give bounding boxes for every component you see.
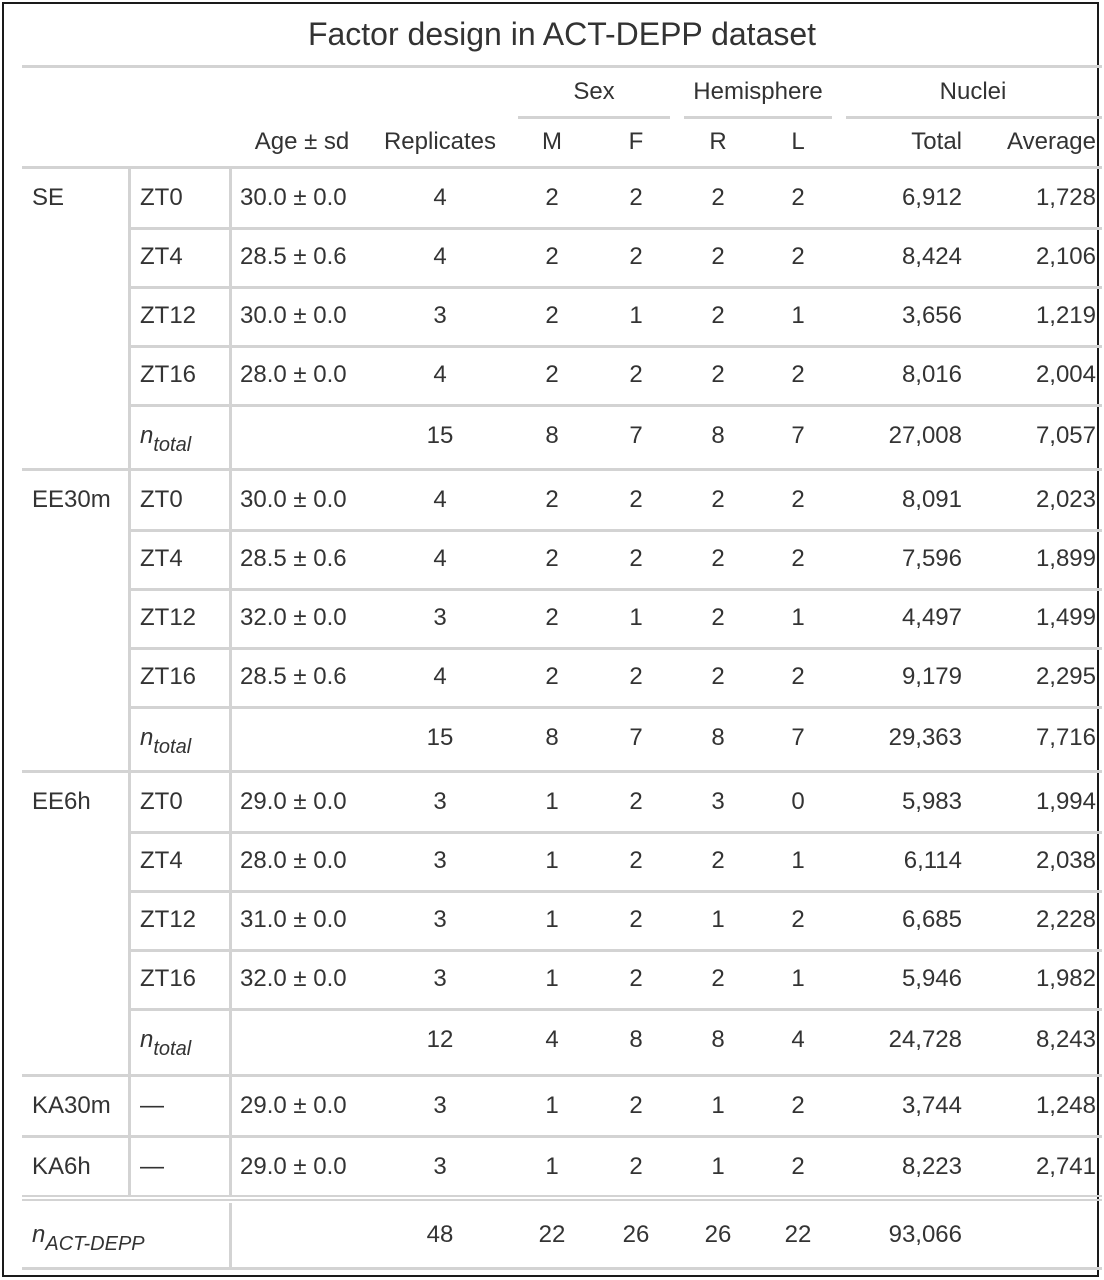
l-cell: 0: [791, 788, 805, 815]
bottom-rule: [22, 1267, 1102, 1270]
f-cell: 2: [629, 663, 643, 690]
age-cell: 32.0 ± 0.0: [240, 965, 347, 992]
l-cell: 2: [791, 361, 805, 388]
spanner-nuclei-rule: [846, 116, 1102, 119]
l-cell: 2: [791, 545, 805, 572]
nuclei-total-cell: 6,912: [901, 184, 962, 211]
m-cell: 1: [545, 1153, 559, 1180]
grand-total-label: $n_{ACT-DEPP}$: [32, 1221, 145, 1255]
f-cell: 2: [629, 906, 643, 933]
replicates-cell: 3: [433, 604, 447, 631]
group-label: SE: [32, 184, 65, 211]
f-cell: 2: [629, 965, 643, 992]
m-cell: 1: [545, 847, 559, 874]
col-header-l: L: [791, 128, 805, 155]
l-cell: 2: [791, 243, 805, 270]
time-cell: —: [140, 1092, 164, 1119]
replicates-cell: 3: [433, 906, 447, 933]
time-cell: ZT4: [140, 545, 183, 572]
r-cell: 2: [711, 184, 725, 211]
nuclei-average-cell: 2,106: [1035, 243, 1096, 270]
f-cell: 2: [629, 788, 643, 815]
nuclei-average-cell: 2,023: [1035, 486, 1096, 513]
f-cell: 2: [629, 1092, 643, 1119]
time-column-rule: [229, 169, 232, 1197]
f-cell: 1: [629, 604, 643, 631]
time-cell: ZT0: [140, 788, 183, 815]
f-cell: 2: [629, 1153, 643, 1180]
col-header-r: R: [709, 128, 727, 155]
replicates-cell: 4: [433, 184, 447, 211]
nuclei-average-cell: 2,228: [1035, 906, 1096, 933]
m-cell: 2: [545, 545, 559, 572]
l-cell: 2: [791, 1092, 805, 1119]
replicates-cell: 4: [433, 243, 447, 270]
time-cell: ZT0: [140, 184, 183, 211]
l-cell: 2: [791, 184, 805, 211]
subtotal-nuclei-average-cell: 7,057: [1035, 422, 1096, 449]
r-cell: 1: [711, 906, 725, 933]
m-cell: 2: [545, 184, 559, 211]
grand-total-replicates: 48: [426, 1221, 454, 1248]
nuclei-average-cell: 2,004: [1035, 361, 1096, 388]
subtotal-nuclei-total-cell: 27,008: [888, 422, 962, 449]
nuclei-average-cell: 1,499: [1035, 604, 1096, 631]
r-cell: 2: [711, 302, 725, 329]
time-cell: ZT0: [140, 486, 183, 513]
subtotal-label: $n_{total}$: [140, 724, 192, 758]
grand-total-column-rule: [229, 1203, 232, 1269]
r-cell: 2: [711, 545, 725, 572]
m-cell: 2: [545, 663, 559, 690]
replicates-cell: 3: [433, 1092, 447, 1119]
replicates-cell: 3: [433, 788, 447, 815]
time-cell: ZT12: [140, 906, 197, 933]
table-title: Factor design in ACT-DEPP dataset: [307, 16, 817, 52]
age-cell: 29.0 ± 0.0: [240, 788, 347, 815]
group-label: KA6h: [32, 1153, 91, 1180]
r-cell: 2: [711, 604, 725, 631]
age-cell: 29.0 ± 0.0: [240, 1092, 347, 1119]
r-cell: 2: [711, 361, 725, 388]
nuclei-total-cell: 7,596: [901, 545, 962, 572]
replicates-cell: 4: [433, 663, 447, 690]
col-header-age: Age ± sd: [254, 128, 350, 155]
subtotal-nuclei-average-cell: 8,243: [1035, 1026, 1096, 1053]
age-cell: 31.0 ± 0.0: [240, 906, 347, 933]
age-cell: 28.0 ± 0.0: [240, 847, 347, 874]
subtotal-m-cell: 8: [545, 724, 559, 751]
nuclei-average-cell: 2,295: [1035, 663, 1096, 690]
nuclei-total-cell: 9,179: [901, 663, 962, 690]
r-cell: 2: [711, 965, 725, 992]
subtotal-replicates-cell: 15: [426, 724, 454, 751]
time-cell: ZT16: [140, 663, 197, 690]
spanner-hemisphere: Hemisphere: [693, 78, 823, 105]
subtotal-r-cell: 8: [711, 724, 725, 751]
replicates-cell: 4: [433, 545, 447, 572]
col-header-m: M: [542, 128, 562, 155]
nuclei-total-cell: 3,744: [901, 1092, 962, 1119]
age-cell: 32.0 ± 0.0: [240, 604, 347, 631]
age-cell: 28.0 ± 0.0: [240, 361, 347, 388]
subtotal-l-cell: 7: [791, 422, 805, 449]
m-cell: 1: [545, 788, 559, 815]
r-cell: 2: [711, 486, 725, 513]
nuclei-average-cell: 2,038: [1035, 847, 1096, 874]
nuclei-average-cell: 1,899: [1035, 545, 1096, 572]
time-cell: ZT12: [140, 302, 197, 329]
subtotal-nuclei-total-cell: 24,728: [888, 1026, 962, 1053]
nuclei-average-cell: 1,728: [1035, 184, 1096, 211]
f-cell: 2: [629, 847, 643, 874]
age-cell: 30.0 ± 0.0: [240, 184, 347, 211]
m-cell: 1: [545, 965, 559, 992]
r-cell: 2: [711, 663, 725, 690]
m-cell: 2: [545, 302, 559, 329]
subtotal-l-cell: 7: [791, 724, 805, 751]
group-column-rule: [128, 169, 131, 1197]
m-cell: 2: [545, 243, 559, 270]
replicates-cell: 3: [433, 965, 447, 992]
l-cell: 1: [791, 847, 805, 874]
nuclei-total-cell: 6,685: [901, 906, 962, 933]
nuclei-average-cell: 1,219: [1035, 302, 1096, 329]
f-cell: 2: [629, 243, 643, 270]
age-cell: 28.5 ± 0.6: [240, 243, 347, 270]
age-cell: 30.0 ± 0.0: [240, 486, 347, 513]
subtotal-r-cell: 8: [711, 422, 725, 449]
subtotal-f-cell: 7: [629, 724, 643, 751]
r-cell: 1: [711, 1092, 725, 1119]
nuclei-total-cell: 5,946: [901, 965, 962, 992]
col-header-average: Average: [1007, 128, 1096, 155]
spanner-hemisphere-rule: [684, 116, 832, 119]
nuclei-average-cell: 1,982: [1035, 965, 1096, 992]
r-cell: 1: [711, 1153, 725, 1180]
nuclei-average-cell: 1,994: [1035, 788, 1096, 815]
replicates-cell: 4: [433, 361, 447, 388]
nuclei-total-cell: 4,497: [901, 604, 962, 631]
f-cell: 2: [629, 361, 643, 388]
age-cell: 30.0 ± 0.0: [240, 302, 347, 329]
l-cell: 2: [791, 1153, 805, 1180]
r-cell: 3: [711, 788, 725, 815]
subtotal-l-cell: 4: [791, 1026, 805, 1053]
m-cell: 2: [545, 361, 559, 388]
m-cell: 2: [545, 604, 559, 631]
r-cell: 2: [711, 243, 725, 270]
subtotal-replicates-cell: 15: [426, 422, 454, 449]
nuclei-total-cell: 8,223: [901, 1153, 962, 1180]
spanner-sex-rule: [518, 116, 670, 119]
replicates-cell: 3: [433, 302, 447, 329]
subtotal-r-cell: 8: [711, 1026, 725, 1053]
nuclei-total-cell: 8,424: [901, 243, 962, 270]
age-cell: 28.5 ± 0.6: [240, 545, 347, 572]
replicates-cell: 3: [433, 847, 447, 874]
age-cell: 28.5 ± 0.6: [240, 663, 347, 690]
group-label: EE6h: [32, 788, 91, 815]
replicates-cell: 4: [433, 486, 447, 513]
spanner-sex: Sex: [573, 78, 615, 105]
time-cell: ZT16: [140, 965, 197, 992]
time-cell: ZT12: [140, 604, 197, 631]
nuclei-total-cell: 5,983: [901, 788, 962, 815]
l-cell: 2: [791, 486, 805, 513]
time-cell: ZT4: [140, 243, 183, 270]
grand-total-r: 26: [704, 1221, 732, 1248]
time-cell: ZT4: [140, 847, 183, 874]
group-label: EE30m: [32, 486, 111, 513]
col-header-f: F: [628, 128, 644, 155]
title-rule: [22, 65, 1102, 68]
nuclei-average-cell: 2,741: [1035, 1153, 1096, 1180]
time-cell: ZT16: [140, 361, 197, 388]
l-cell: 1: [791, 302, 805, 329]
f-cell: 1: [629, 302, 643, 329]
subtotal-replicates-cell: 12: [426, 1026, 454, 1053]
nuclei-total-cell: 6,114: [903, 847, 962, 874]
nuclei-total-cell: 3,656: [901, 302, 962, 329]
l-cell: 1: [791, 604, 805, 631]
f-cell: 2: [629, 545, 643, 572]
f-cell: 2: [629, 486, 643, 513]
m-cell: 1: [545, 906, 559, 933]
subtotal-f-cell: 7: [629, 422, 643, 449]
subtotal-nuclei-average-cell: 7,716: [1035, 724, 1096, 751]
l-cell: 2: [791, 663, 805, 690]
spanner-nuclei: Nuclei: [939, 78, 1007, 105]
subtotal-label: $n_{total}$: [140, 1026, 192, 1060]
subtotal-nuclei-total-cell: 29,363: [888, 724, 962, 751]
subtotal-m-cell: 8: [545, 422, 559, 449]
age-cell: 29.0 ± 0.0: [240, 1153, 347, 1180]
grand-total-nuclei: 93,066: [888, 1221, 962, 1248]
nuclei-total-cell: 8,091: [901, 486, 962, 513]
col-header-replicates: Replicates: [383, 128, 497, 155]
nuclei-average-cell: 1,248: [1035, 1092, 1096, 1119]
subtotal-m-cell: 4: [545, 1026, 559, 1053]
l-cell: 1: [791, 965, 805, 992]
f-cell: 2: [629, 184, 643, 211]
nuclei-total-cell: 8,016: [901, 361, 962, 388]
col-header-total: Total: [911, 128, 962, 155]
l-cell: 2: [791, 906, 805, 933]
time-cell: —: [140, 1153, 164, 1180]
grand-total-l: 22: [784, 1221, 812, 1248]
grand-total-m: 22: [538, 1221, 566, 1248]
r-cell: 2: [711, 847, 725, 874]
m-cell: 2: [545, 486, 559, 513]
subtotal-f-cell: 8: [629, 1026, 643, 1053]
subtotal-label: $n_{total}$: [140, 422, 192, 456]
grand-total-f: 26: [622, 1221, 650, 1248]
replicates-cell: 3: [433, 1153, 447, 1180]
m-cell: 1: [545, 1092, 559, 1119]
group-label: KA30m: [32, 1092, 111, 1119]
